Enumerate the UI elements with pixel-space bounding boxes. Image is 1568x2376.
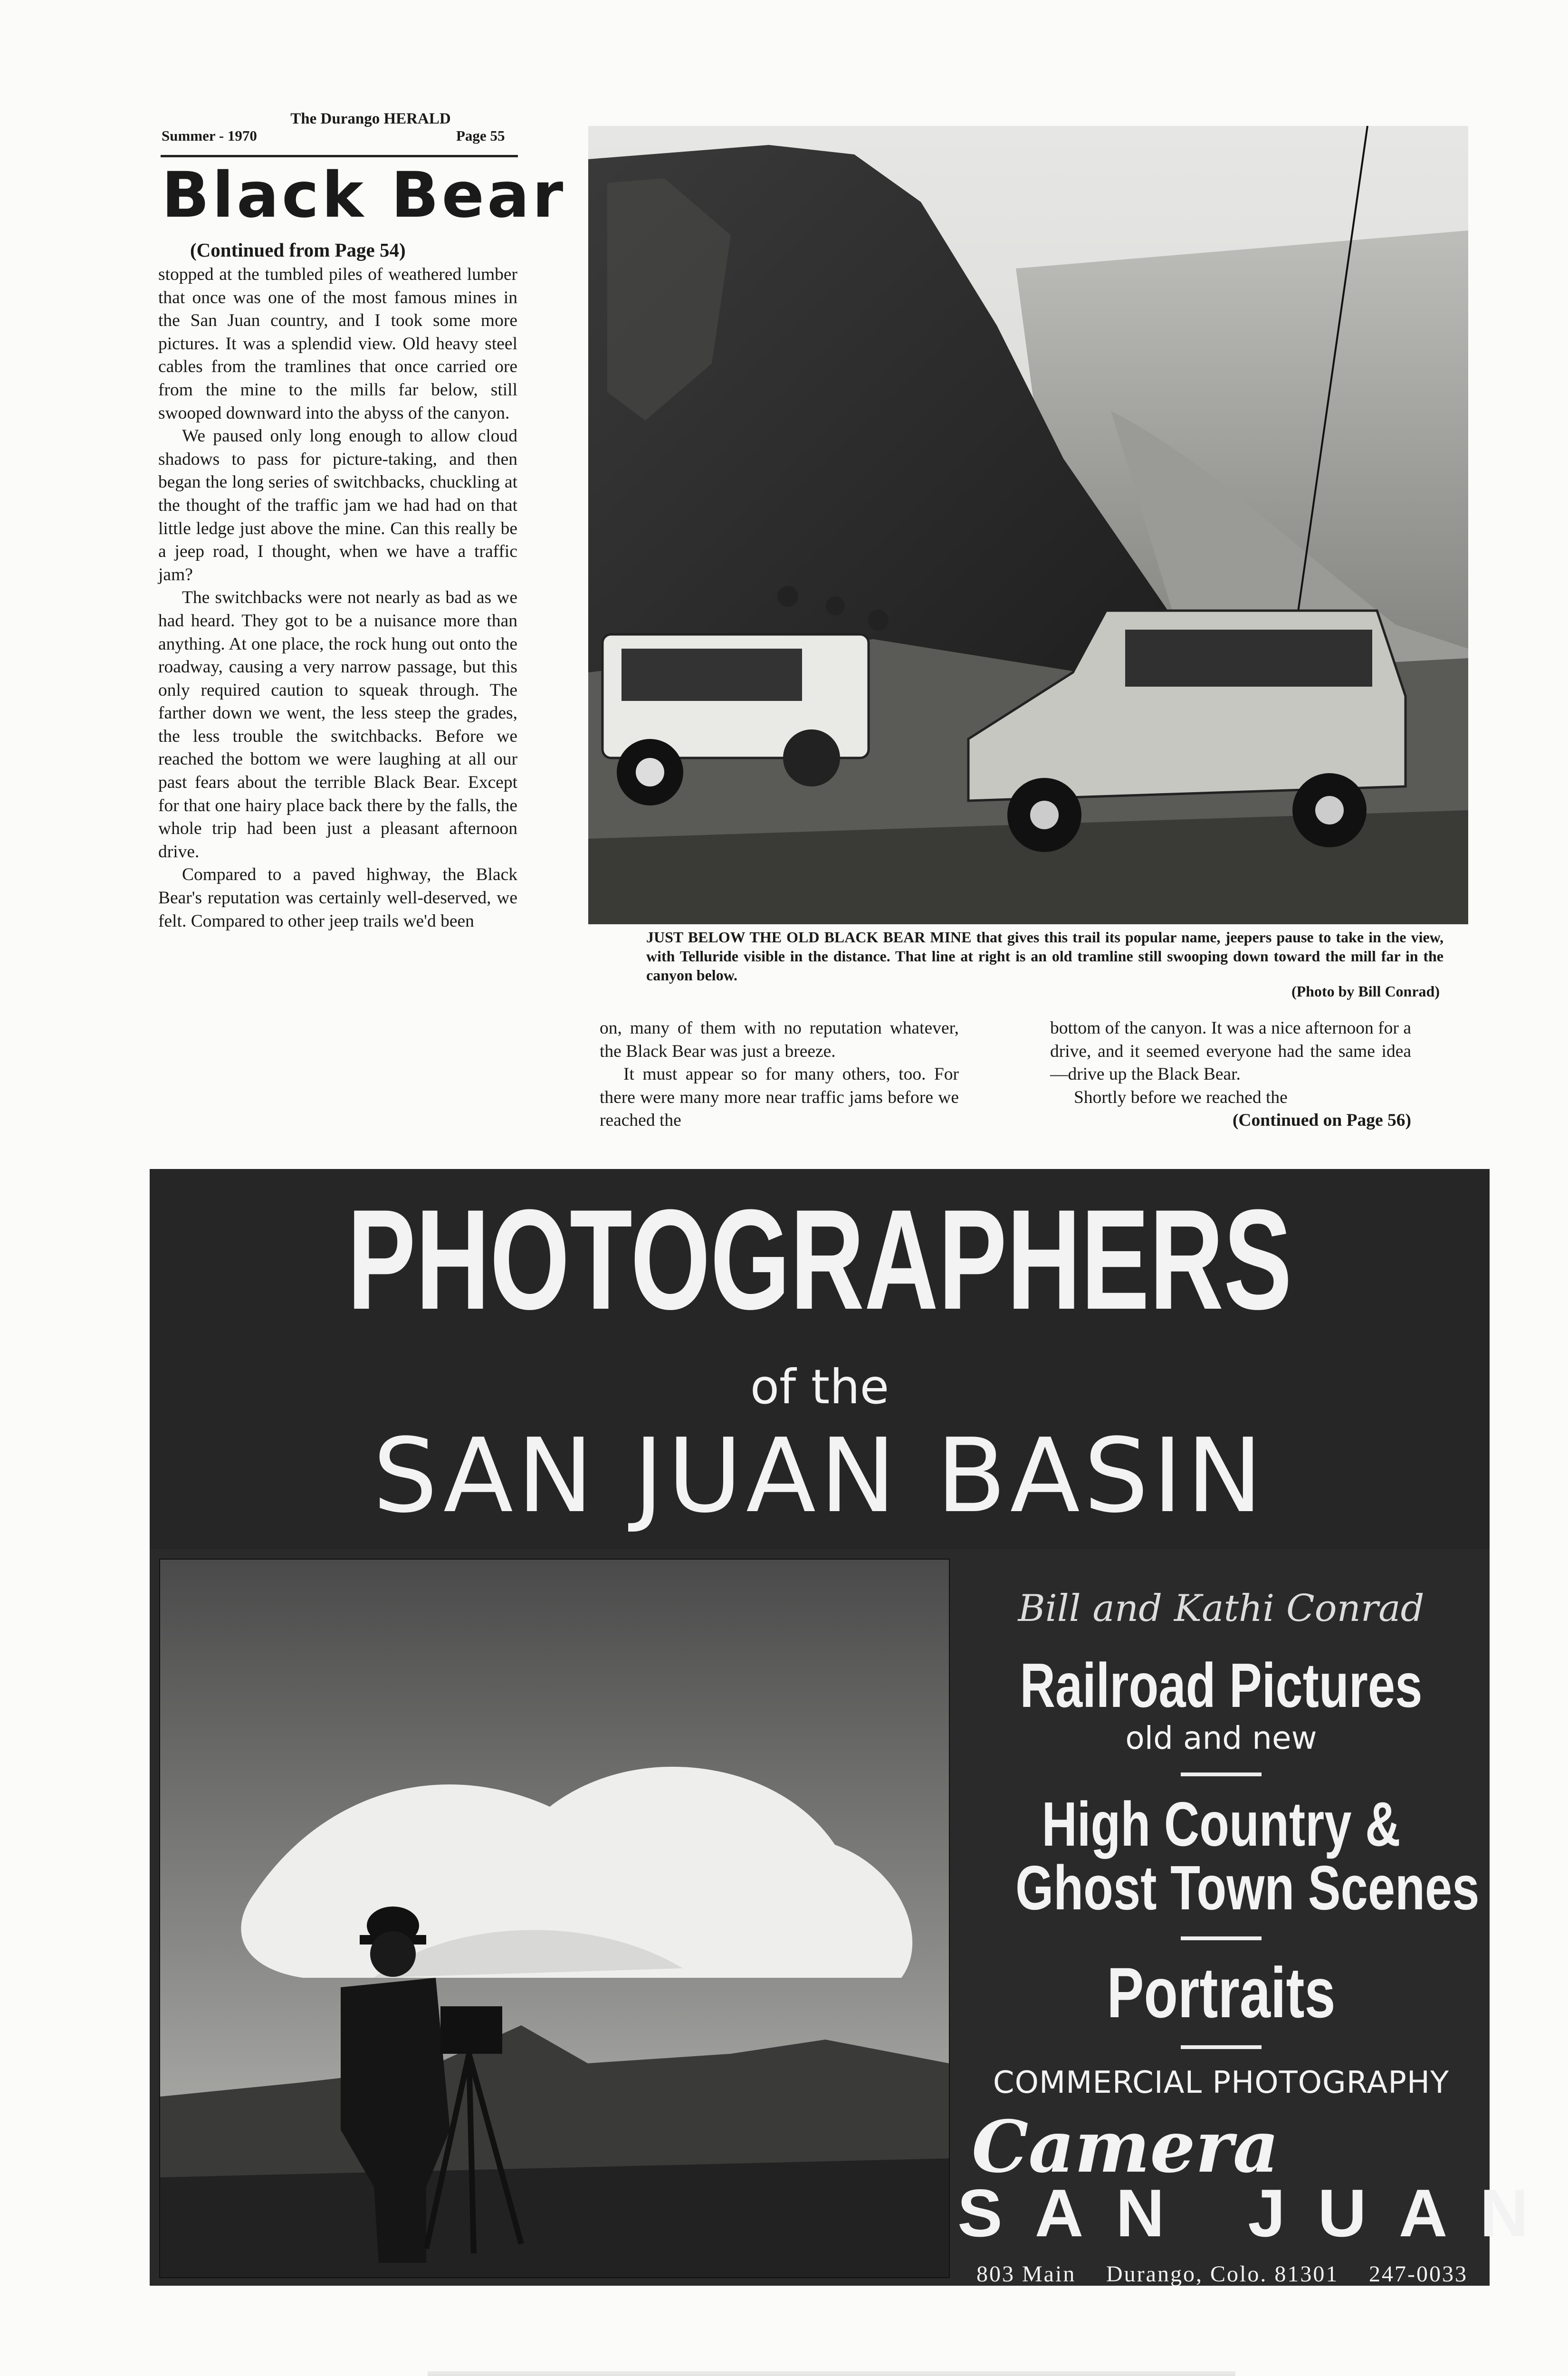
paragraph: bottom of the canyon. It was a nice afternoon for a drive, and it seemed everyone had the same idea—drive up the Black Bear. [1050,1018,1411,1084]
ad-of-the: of the [750,1359,889,1415]
ad-ghost-town-scenes: Ghost Town Scenes [1015,1853,1480,1923]
scan-edge-mark [428,2371,1235,2376]
ad-logo-script: Camera [972,2105,1279,2189]
continued-from: (Continued from Page 54) [190,239,406,261]
continued-on: (Continued on Page 56) [1232,1111,1411,1131]
paragraph: on, many of them with no reputation whatever, the Black Bear was just a breeze. [600,1018,959,1061]
ad-railroad-pictures: Railroad Pictures [1020,1650,1423,1720]
ad-headline: PHOTOGRAPHERS [347,1179,1292,1339]
ad-divider [1181,2045,1262,2049]
jeeps-canyon-photo [588,126,1468,924]
ad-contact-line [957,2252,1485,2287]
photo-credit: (Photo by Bill Conrad) [1291,983,1440,1000]
ad-region: SAN JUAN BASIN [373,1416,1267,1535]
paragraph: stopped at the tumbled piles of weathered lumber that once was one of the most famous mines in the San Juan country, and I took some more pictures. It was a splendid view. Old heavy steel cables from the tramlines that once carried ore from the mine to the mills far below, still swooped downward into the abyss of the canyon. [158,265,517,423]
ad-owner-names: Bill and Kathi Conrad [1018,1587,1425,1630]
ad-commercial-photography: COMMERCIAL PHOTOGRAPHY [993,2065,1450,2100]
photographers-advertisement [150,1169,1561,2287]
page-number: Page 55 [456,127,505,144]
article-column-1 [158,263,517,1159]
paragraph: It must appear so for many others, too. For there were many more near traffic jams before we reached the [600,1064,959,1131]
ad-divider [1181,1936,1262,1940]
paragraph: We paused only long enough to allow cloud shadows to pass for picture-taking, and then began the long series of switchbacks, chuckling at the thought of the traffic jam we had had on that little ledge just above the mine. Can this really be a jeep road, I thought, when we have a traffic jam? [158,426,517,584]
photo-caption: JUST BELOW THE OLD BLACK BEAR MINE that gives this trail its popular name, jeepers pause to take in the view, with Telluride visible in the distance. That line at right is an old tramline still swooping down toward the mill far in the canyon below. [646,929,1444,984]
newspaper-name: The Durango HERALD [290,110,451,127]
article-column-3 [1050,1017,1411,1159]
ad-old-and-new: old and new [1125,1719,1317,1756]
ad-address: 803 Main [976,2261,1076,2287]
ad-city: Durango, Colo. 81301 [1106,2261,1339,2287]
ad-header-band [150,1169,1490,1549]
article-column-2 [600,1017,959,1159]
ad-portraits: Portraits [1107,1952,1336,2032]
article-headline: Black Bear [162,159,566,232]
paragraph: Compared to a paved highway, the Black Bear's reputation was certainly well-deserved, we felt. Compared to other jeep trails we'd been [158,865,517,931]
paragraph: The switchbacks were not nearly as bad as we had heard. They got to be a nuisance more than anything. At one place, the rock hung out onto the roadway, causing a very narrow passage, but this only required caution to squeak through. The farther down we went, the less steep the grades, the less trouble the switchbacks. Before we reached the bottom we were laughing at all our past fears about the terrible Black Bear. Except for that one hairy place back there by the falls, the whole trip had been just a pleasant afternoon drive. [158,588,517,862]
ad-high-country: High Country & [1042,1789,1401,1859]
photographer-photo [159,1559,950,2278]
ad-divider [1181,1772,1262,1776]
ad-phone: 247-0033 [1369,2261,1468,2287]
photo-illustration [588,126,1468,924]
masthead-rule [161,155,518,157]
ad-services-panel [957,1559,1561,2287]
issue-date: Summer - 1970 [162,127,257,144]
photographer-illustration [160,1560,949,2277]
ad-logo-block: SAN JUAN [957,2175,1561,2251]
paragraph: Shortly before we reached the [1074,1087,1288,1107]
